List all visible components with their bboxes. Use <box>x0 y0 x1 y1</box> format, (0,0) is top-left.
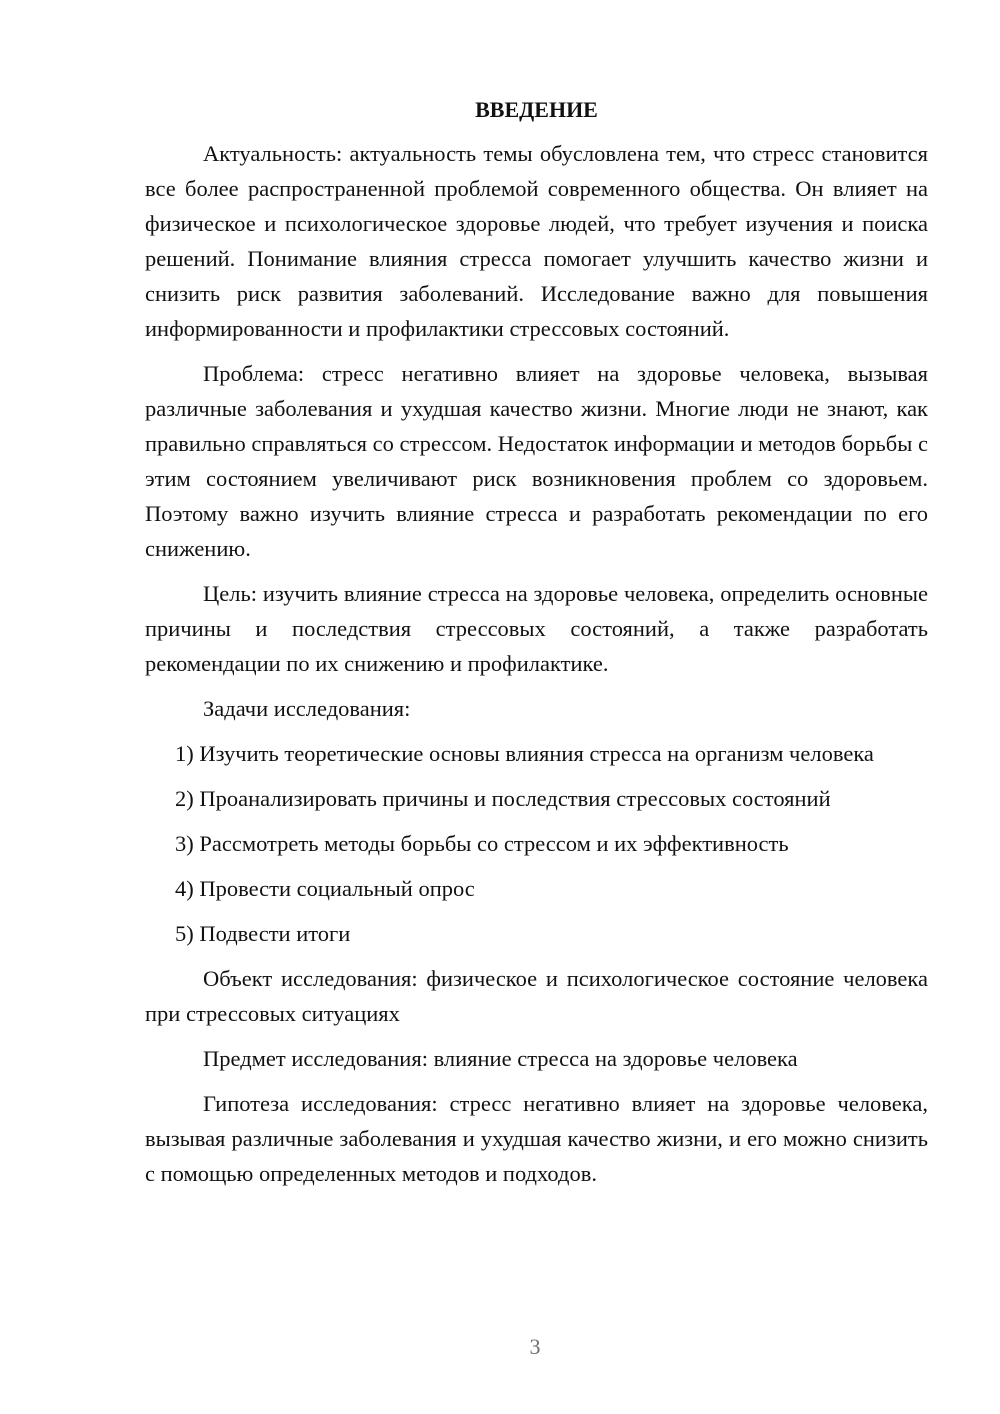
task-item: 2) Проанализировать причины и последствия стрессовых состояний <box>175 786 831 811</box>
page-number: 3 <box>529 1334 541 1359</box>
tasks-list <box>145 736 928 951</box>
hypothesis-paragraph: Гипотеза исследования: стресс негативно влияет на здоровье человека, вызывая различные заболевания и ухудшая качество жизни, и его можно снизить с помощью определенных методов и подходов. <box>145 1091 928 1186</box>
task-item: 5) Подвести итоги <box>175 921 351 946</box>
task-item: 3) Рассмотреть методы борьбы со стрессом и их эффективность <box>175 831 789 856</box>
tasks-heading: Задачи исследования: <box>203 696 411 721</box>
subject-paragraph: Предмет исследования: влияние стресса на здоровье человека <box>203 1046 798 1071</box>
task-item: 4) Провести социальный опрос <box>175 876 475 901</box>
problem-paragraph: Проблема: стресс негативно влияет на здоровье человека, вызывая различные заболевания и ухудшая качество жизни. Многие люди не знают, как правильно справляться со стрессом. Недостаток информации и методов борьбы с этим состоянием увеличивают риск возникновения проблем со здоровьем. Поэтому важно изучить влияние стресса и разработать рекомендации по его снижению. <box>145 361 928 561</box>
section-title: ВВЕДЕНИЕ <box>475 97 598 122</box>
relevance-paragraph: Актуальность: актуальность темы обусловлена тем, что стресс становится все более распространенной проблемой современного общества. Он влияет на физическое и психологическое здоровье людей, что требует изучения и поиска решений. Понимание влияния стресса помогает улучшить качество жизни и снизить риск развития заболеваний. Исследование важно для повышения информированности и профилактики стрессовых состояний. <box>145 141 928 341</box>
task-item: 1) Изучить теоретические основы влияния стресса на организм человека <box>175 741 874 766</box>
page-content <box>145 94 928 1201</box>
goal-paragraph: Цель: изучить влияние стресса на здоровье человека, определить основные причины и последствия стрессовых состояний, а также разработать рекомендации по их снижению и профилактике. <box>145 581 928 676</box>
object-paragraph: Объект исследования: физическое и психологическое состояние человека при стрессовых ситуациях <box>145 966 928 1026</box>
